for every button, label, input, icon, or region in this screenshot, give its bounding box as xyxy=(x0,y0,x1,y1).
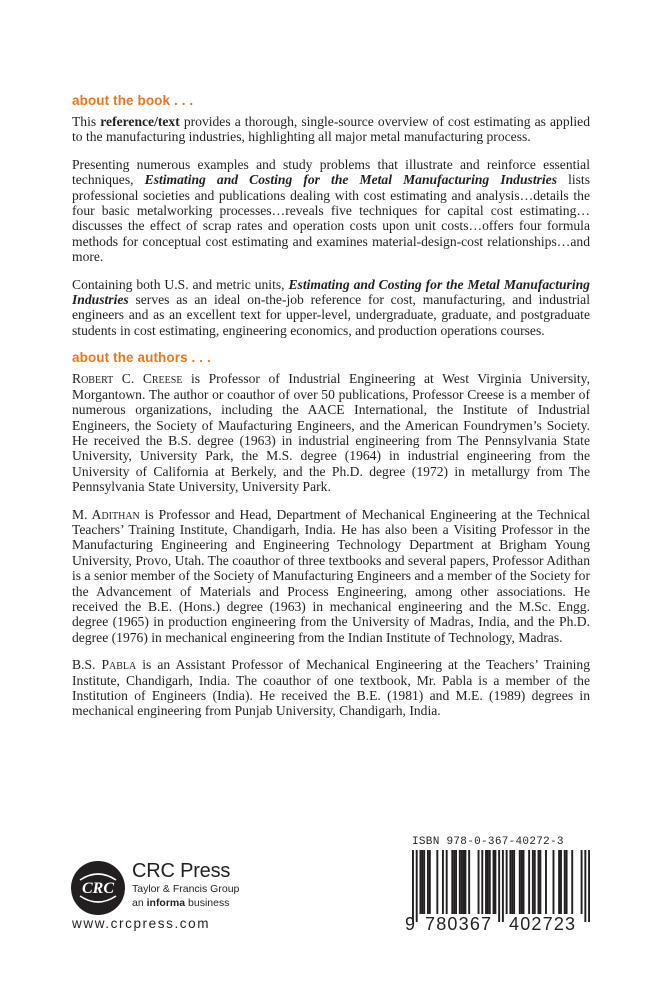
back-cover-text xyxy=(72,93,590,731)
p1-post: provides a thorough, single-source overview of cost estimating as applied to the manufacturing industries, highlighting all major metal manufacturing process. xyxy=(72,114,590,145)
about-book-paragraph-1 xyxy=(72,114,590,145)
barcode-bar xyxy=(419,850,421,914)
barcode-bar xyxy=(560,850,562,914)
barcode-lead-digit: 9 xyxy=(405,914,416,934)
author-bio-creese xyxy=(72,371,590,494)
barcode-bar xyxy=(427,850,429,914)
barcode-bar xyxy=(478,850,480,914)
barcode-bar xyxy=(455,850,457,914)
barcode-bar xyxy=(532,850,534,914)
barcode-bar xyxy=(463,850,465,914)
barcode-bar xyxy=(534,850,536,914)
author-bio-text: is an Assistant Professor of Mechanical Engineering at the Teachers’ Training Institute, Chandigarh, India. The coauthor of one textbook, Mr. Pabla is a member of the Institution of Engineers (India). He received the B.E. (1981) and M.E. (1989) degrees in mechanical engineering from Punjab University, Chandigarh, India. xyxy=(72,657,591,719)
barcode-bar xyxy=(509,850,511,914)
barcode-bar xyxy=(539,850,541,914)
barcode-bar xyxy=(481,850,483,914)
about-book-paragraph-2 xyxy=(72,157,590,265)
about-authors-heading: about the authors . . . xyxy=(72,350,211,366)
publisher-name: CRC Press xyxy=(132,860,231,882)
p3-pre: Containing both U.S. and metric units, xyxy=(72,276,289,292)
publisher-group: Taylor & Francis Group xyxy=(132,883,240,895)
author-bio-text: is Professor of Industrial Engineering at West Virginia University, Morgantown. The author or coauthor of over 50 publications, Professor Creese is a member of numerous organizations, including the AACE International, the Institute of Industrial Engineers, the Society of Maufacturing Engineers, and the American Foundrymen’s Society. He received the B.S. degree (1963) in industrial engineering from The Pennsylvania State University, University Park, the M.S. degree (1964) in industrial engineering from the University of California at Berkely, and the Ph.D. degree (1972) in metallurgy from The Pennsylvania State University, University Park. xyxy=(72,371,590,495)
informa-pre: an xyxy=(132,897,147,909)
p2-post: lists professional societies and publications dealing with cost estimating and analysis…details the four basic metalworking processes…reveals five techniques for capital cost estimating…discusses the effect of scrap rates and operation costs upon unit costs…offers four formula methods for conceptual cost estimating and examines material-design-cost relationships…and more. xyxy=(72,172,590,265)
book-title: Estimating and Costing for the Metal Manufacturing Industries xyxy=(144,172,557,188)
barcode-bar xyxy=(584,850,586,922)
barcode-bar xyxy=(416,850,418,922)
informa-tagline xyxy=(132,896,239,910)
author-name: Robert C. Creese xyxy=(72,371,183,387)
publisher-brand xyxy=(132,860,239,910)
barcode-bar xyxy=(528,850,530,914)
barcode-bar xyxy=(545,850,547,914)
barcode-bar xyxy=(571,850,573,914)
barcode-bar xyxy=(446,850,448,914)
book-title: Estimating and Costing for the Metal Manufacturing Industries xyxy=(72,276,590,308)
barcode-bar xyxy=(588,850,590,922)
barcode-bar xyxy=(487,850,489,914)
informa-bold: informa xyxy=(146,897,186,909)
barcode-bar xyxy=(538,850,540,914)
barcode-bar xyxy=(451,850,453,914)
barcode-bar xyxy=(453,850,455,914)
p1-pre: This xyxy=(72,114,101,129)
publisher-url[interactable]: www.crcpress.com xyxy=(72,916,211,931)
barcode-bar xyxy=(511,850,513,914)
barcode-bar xyxy=(502,850,504,922)
p1-bold: reference/text xyxy=(100,114,180,129)
barcode-bar xyxy=(442,850,444,914)
barcode-bar xyxy=(523,850,525,914)
barcode-digit-group-2: 402723 xyxy=(509,914,577,934)
barcode xyxy=(412,850,590,922)
barcode-bar xyxy=(468,850,470,914)
author-bio-adithan xyxy=(72,507,590,646)
p2-pre: Presenting numerous examples and study problems that illustrate and reinforce essential techniques, xyxy=(72,156,590,188)
barcode-bar xyxy=(436,850,438,914)
barcode-bar xyxy=(564,850,566,914)
author-bio-pabla xyxy=(72,657,590,719)
barcode-bar xyxy=(513,850,515,914)
barcode-bar xyxy=(459,850,461,914)
barcode-bar xyxy=(581,850,583,914)
barcode-bar xyxy=(489,850,491,914)
crc-logo-icon xyxy=(70,860,126,916)
barcode-bar xyxy=(464,850,466,914)
barcode-digits xyxy=(405,914,595,936)
isbn-label: ISBN 978-0-367-40272-3 xyxy=(412,836,564,848)
barcode-bar xyxy=(485,850,487,914)
barcode-bar xyxy=(558,850,560,914)
barcode-bar xyxy=(461,850,463,914)
logo-text: CRC xyxy=(81,880,115,897)
about-book-paragraph-3 xyxy=(72,277,590,339)
barcode-bar xyxy=(498,850,500,922)
barcode-bar xyxy=(423,850,425,914)
informa-post: business xyxy=(185,897,230,909)
author-bio-text: is Professor and Head, Department of Mechanical Engineering at the Technical Teachers’ Training Institute, Chandigarh, India. He has also been a Visiting Professor in the Manufacturing Engineering and Engineering Technology Department at Brigham Young University, Provo, Utah. The coauthor of three textbooks and several papers, Professor Adithan is a senior member of the Society of Manufacturing Engineers and a member of the Society for the Advancement of Materials and Process Engineering, among other associations. He received the B.E. (Hons.) degree (1963) in mechanical engineering and the M.Sc. Engg. degree (1965) in production engineering from the University of Madras, India, and the Ph.D. degree (1976) in mechanical engineering from the Indian Institute of Technology, Madras. xyxy=(72,506,591,645)
barcode-bar xyxy=(521,850,523,914)
barcode-bar xyxy=(493,850,495,914)
barcode-digit-group-1: 780367 xyxy=(425,914,493,934)
barcode-bar xyxy=(566,850,568,914)
barcode-bar xyxy=(553,850,555,914)
barcode-bar xyxy=(494,850,496,914)
about-book-heading: about the book . . . xyxy=(72,93,194,108)
author-name: B.S. Pabla xyxy=(72,657,137,673)
barcode-bar xyxy=(412,850,414,922)
barcode-bar xyxy=(506,850,508,914)
barcode-bar xyxy=(519,850,521,914)
author-name: M. Adithan xyxy=(72,506,140,522)
barcode-bar xyxy=(421,850,423,914)
barcode-bar xyxy=(429,850,431,914)
p3-post: serves as an ideal on-the-job reference for cost, manufacturing, and industrial engineers and as an excellent text for upper-level, undergraduate, graduate, and postgraduate students in cost estimating, engineering economics, and production operations courses. xyxy=(72,292,590,338)
